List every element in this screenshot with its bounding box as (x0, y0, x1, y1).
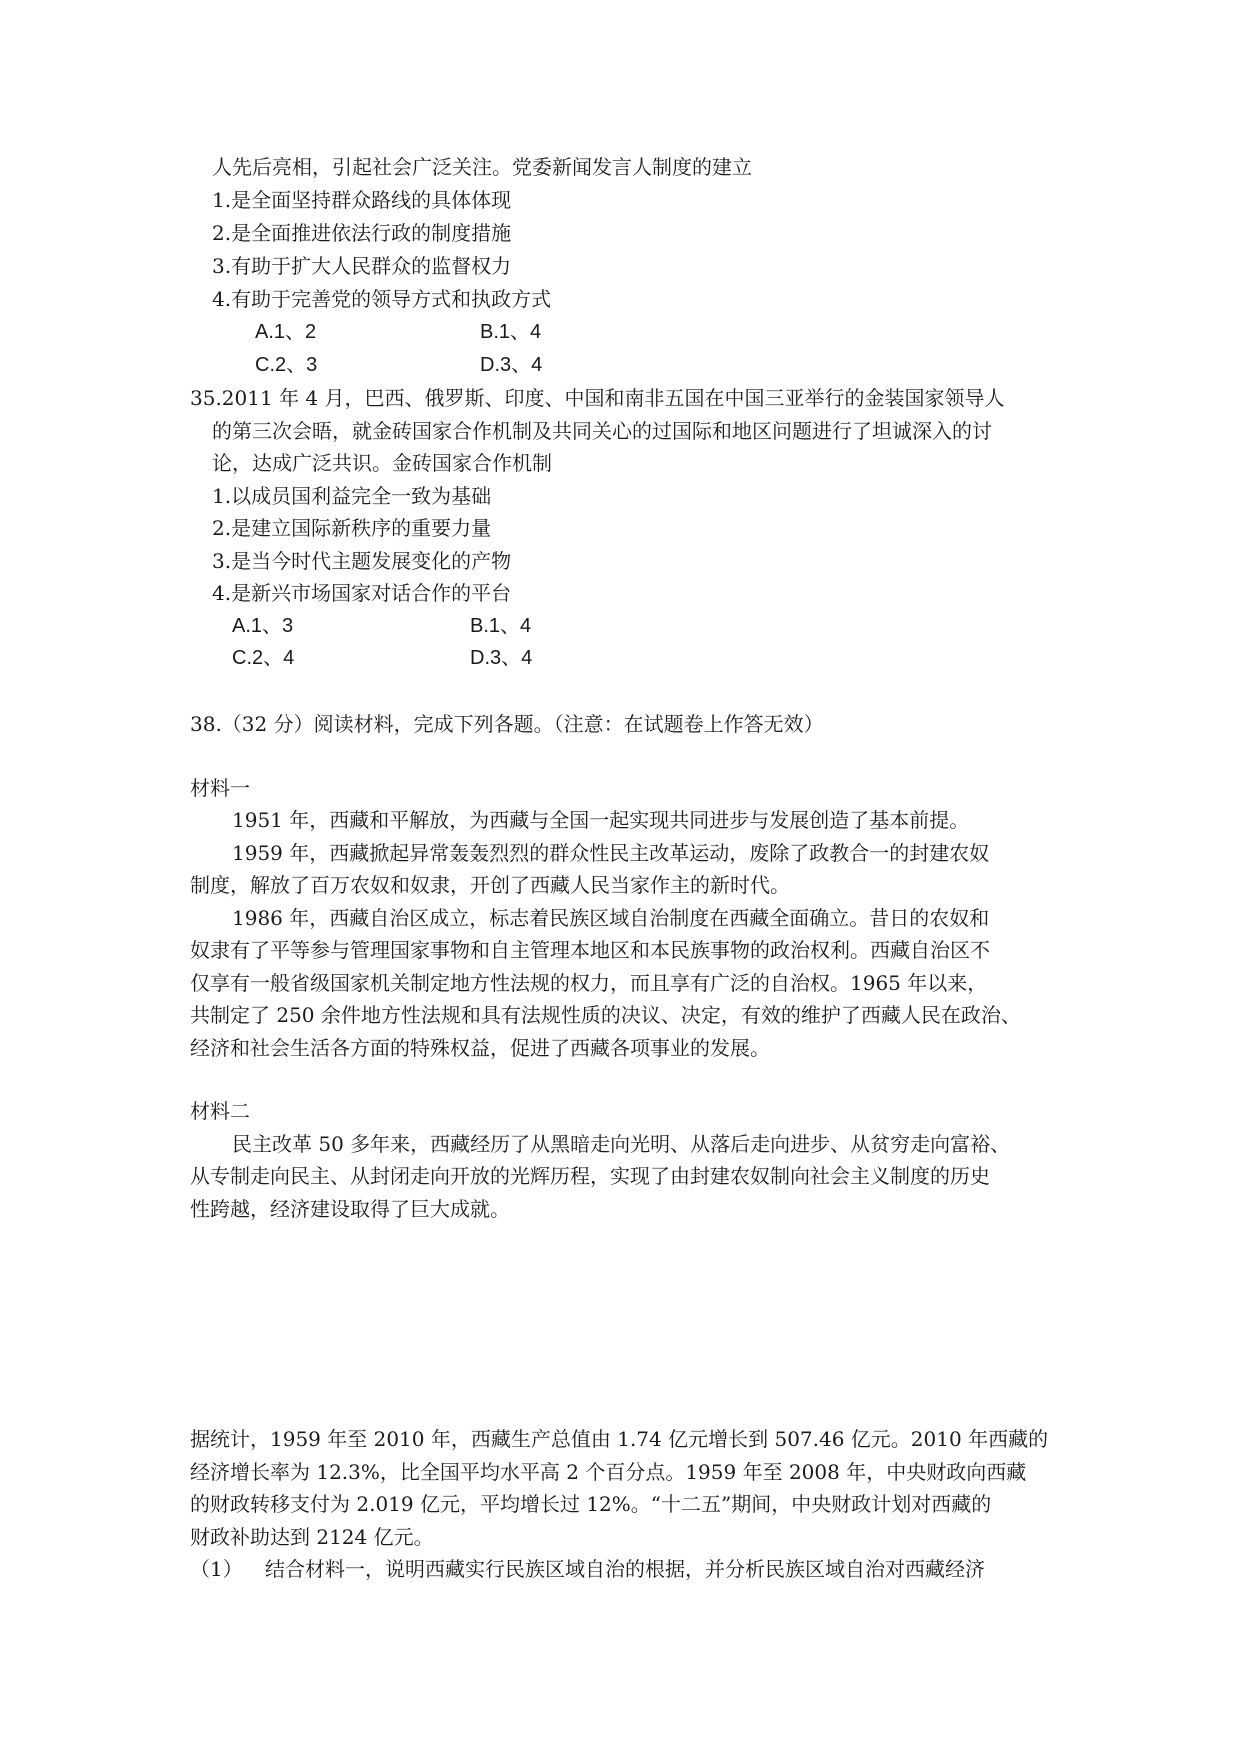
q35-option-b: B.1、4 (470, 615, 532, 637)
material2-label: 材料二 (190, 1099, 250, 1123)
material2-line-3: 性跨越，经济建设取得了巨大成就。 (190, 1197, 510, 1221)
stats-line-2: 经济增长率为 12.3%，比全国平均水平高 2 个百分点。1959 年至 2008 年，中央财政向西藏 (190, 1460, 1027, 1484)
q34-stem-tail: 人先后亮相，引起社会广泛关注。党委新闻发言人制度的建立 (212, 155, 752, 179)
q35-item-1: 1.以成员国利益完全一致为基础 (212, 484, 492, 508)
q35-stem-line-2: 的第三次会晤，就金砖国家合作机制及共同关心的过国际和地区问题进行了坦诚深入的讨 (212, 419, 992, 443)
q35-stem-line-1: 35.2011 年 4 月，巴西、俄罗斯、印度、中国和南非五国在中国三亚举行的金装国家领导人 (190, 386, 1005, 410)
q34-item-3: 3.有助于扩大人民群众的监督权力 (212, 254, 512, 278)
material1-line-5: 奴隶有了平等参与管理国家事物和自主管理本地区和本民族事物的政治权利。西藏自治区不 (190, 938, 990, 962)
q34-item-4: 4.有助于完善党的领导方式和执政方式 (212, 287, 552, 311)
material1-line-1: 1951 年，西藏和平解放，为西藏与全国一起实现共同进步与发展创造了基本前提。 (232, 808, 970, 832)
q35-option-a: A.1、3 (232, 615, 294, 637)
stats-line-1: 据统计，1959 年至 2010 年，西藏生产总值由 1.74 亿元增长到 507.46 亿元。2010 年西藏的 (190, 1427, 1049, 1451)
q35-option-c: C.2、4 (232, 647, 295, 669)
material1-line-8: 经济和社会生活各方面的特殊权益，促进了西藏各项事业的发展。 (190, 1036, 770, 1060)
q35-item-4: 4.是新兴市场国家对话合作的平台 (212, 581, 512, 605)
material1-line-6: 仅享有一般省级国家机关制定地方性法规的权力，而且享有广泛的自治权。1965 年以来， (190, 971, 988, 995)
material1-label: 材料一 (190, 776, 250, 800)
q38-header: 38.（32 分）阅读材料，完成下列各题。（注意：在试题卷上作答无效） (190, 712, 824, 736)
sub-question-1-text: 结合材料一，说明西藏实行民族区域自治的根据，并分析民族区域自治对西藏经济 (265, 1557, 985, 1581)
q34-option-d: D.3、4 (480, 354, 543, 376)
q35-stem-line-3: 论，达成广泛共识。金砖国家合作机制 (212, 451, 552, 475)
material2-line-2: 从专制走向民主、从封闭走向开放的光辉历程，实现了由封建农奴制向社会主义制度的历史 (190, 1164, 990, 1188)
q34-item-1: 1.是全面坚持群众路线的具体体现 (212, 188, 512, 212)
stats-line-4: 财政补助达到 2124 亿元。 (190, 1525, 434, 1549)
stats-line-3: 的财政转移支付为 2.019 亿元，平均增长过 12%。“十二五”期间，中央财政计划对西藏的 (190, 1492, 992, 1516)
q35-option-d: D.3、4 (470, 647, 533, 669)
q35-item-3: 3.是当今时代主题发展变化的产物 (212, 549, 512, 573)
material1-line-7: 共制定了 250 余件地方性法规和具有法规性质的决议、决定，有效的维护了西藏人民在政治、 (190, 1003, 1021, 1027)
material1-line-2: 1959 年，西藏掀起异常轰轰烈烈的群众性民主改革运动，废除了政教合一的封建农奴 (232, 841, 990, 865)
material1-line-3: 制度，解放了百万农奴和奴隶，开创了西藏人民当家作主的新时代。 (190, 873, 790, 897)
q34-option-a: A.1、2 (255, 321, 317, 343)
material2-line-1: 民主改革 50 多年来，西藏经历了从黑暗走向光明、从落后走向进步、从贫穷走向富裕、 (232, 1132, 1011, 1156)
q34-item-2: 2.是全面推进依法行政的制度措施 (212, 221, 512, 245)
q34-option-c: C.2、3 (255, 354, 318, 376)
material1-line-4: 1986 年，西藏自治区成立，标志着民族区域自治制度在西藏全面确立。昔日的农奴和 (232, 906, 990, 930)
q35-item-2: 2.是建立国际新秩序的重要力量 (212, 516, 492, 540)
q34-option-b: B.1、4 (480, 321, 542, 343)
sub-question-1-number: （1） (190, 1557, 243, 1581)
